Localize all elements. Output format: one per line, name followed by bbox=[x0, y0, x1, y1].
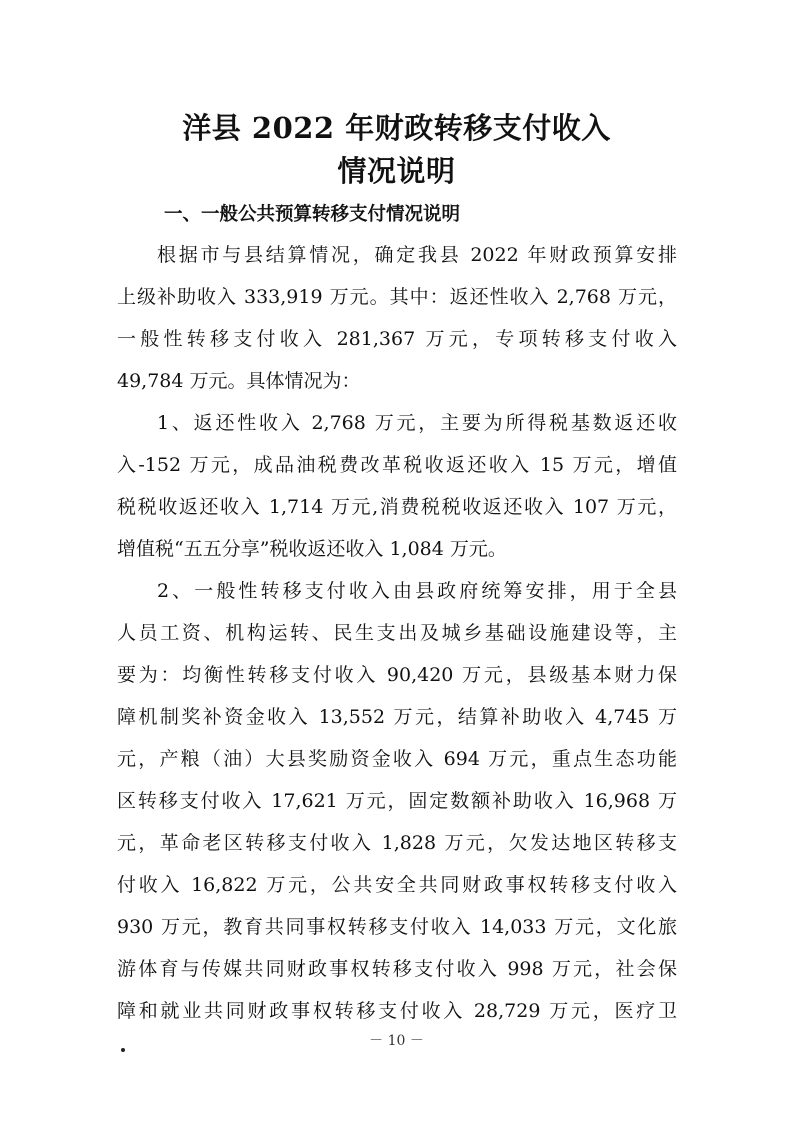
paragraph-2-line-4: 增值税“五五分享”税收返还收入 1,084 万元。 bbox=[117, 538, 507, 560]
document-title-line-1: 洋县 2022 年财政转移支付收入 bbox=[182, 111, 611, 145]
paragraph-2-line-1: 1、返还性收入 2,768 万元，主要为所得税基数返还收 bbox=[157, 412, 677, 434]
margin-dot bbox=[121, 1048, 125, 1052]
paragraph-3-line-8: 付收入 16,822 万元，公共安全共同财政事权转移支付收入 bbox=[117, 874, 677, 896]
paragraph-3-line-10: 游体育与传媒共同财政事权转移支付收入 998 万元，社会保 bbox=[117, 958, 677, 980]
paragraph-2-line-2: 入-152 万元，成品油税费改革税收返还收入 15 万元，增值 bbox=[117, 454, 677, 476]
paragraph-3-line-5: 元，产粮（油）大县奖励资金收入 694 万元，重点生态功能 bbox=[117, 748, 677, 770]
document-title-line-2: 情况说明 bbox=[337, 154, 456, 188]
paragraph-1-line-2: 上级补助收入 333,919 万元。其中：返还性收入 2,768 万元， bbox=[117, 286, 677, 308]
section-heading: 一、一般公共预算转移支付情况说明 bbox=[164, 204, 461, 225]
paragraph-1-line-1: 根据市与县结算情况，确定我县 2022 年财政预算安排 bbox=[157, 244, 677, 266]
paragraph-1-line-3: 一般性转移支付收入 281,367 万元，专项转移支付收入 bbox=[117, 328, 677, 350]
paragraph-3-line-11: 障和就业共同财政事权转移支付收入 28,729 万元，医疗卫 bbox=[117, 1000, 677, 1022]
paragraph-3-line-1: 2、一般性转移支付收入由县政府统筹安排，用于全县 bbox=[157, 580, 677, 602]
paragraph-3-line-4: 障机制奖补资金收入 13,552 万元，结算补助收入 4,745 万 bbox=[117, 706, 677, 728]
paragraph-2-line-3: 税税收返还收入 1,714 万元,消费税税收返还收入 107 万元， bbox=[117, 496, 677, 518]
paragraph-3-line-9: 930 万元，教育共同事权转移支付收入 14,033 万元，文化旅 bbox=[117, 916, 677, 938]
paragraph-3-line-3: 要为：均衡性转移支付收入 90,420 万元，县级基本财力保 bbox=[117, 664, 677, 686]
paragraph-1-line-4: 49,784 万元。具体情况为： bbox=[117, 370, 361, 392]
page-number: － 10 － bbox=[369, 1033, 424, 1049]
paragraph-3-line-7: 元，革命老区转移支付收入 1,828 万元，欠发达地区转移支 bbox=[117, 832, 677, 854]
paragraph-3-line-6: 区转移支付收入 17,621 万元，固定数额补助收入 16,968 万 bbox=[117, 790, 677, 812]
paragraph-3-line-2: 人员工资、机构运转、民生支出及城乡基础设施建设等，主 bbox=[117, 622, 677, 644]
